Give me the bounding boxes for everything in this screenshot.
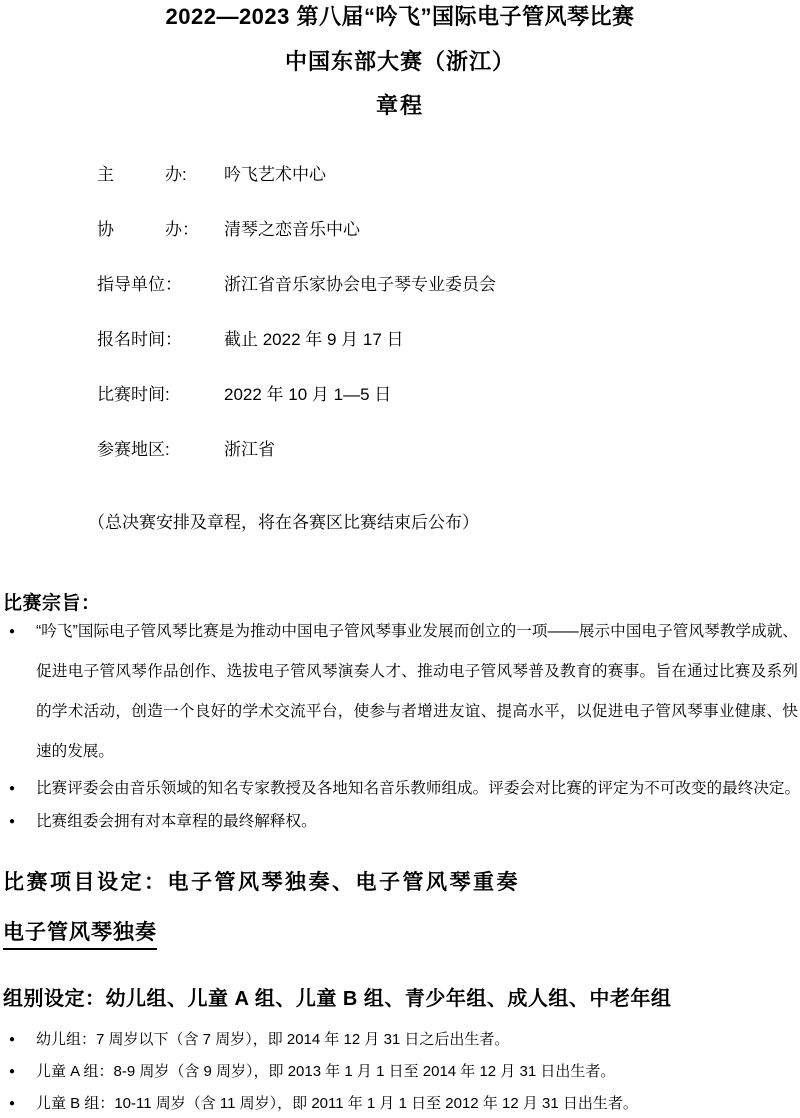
list-item [9, 1088, 798, 1118]
bullet-icon: ● [9, 816, 16, 827]
bullet-icon: ● [9, 783, 16, 794]
info-value-host: 吟飞艺术中心 [224, 165, 326, 184]
info-value-guidance-unit: 浙江省音乐家协会电子琴专业委员会 [224, 275, 496, 294]
info-label-host: 主 办: [97, 165, 187, 184]
section-heading-events: 比赛项目设定：电子管风琴独奏、电子管风琴重奏 [3, 871, 520, 894]
finals-announcement-note: （总决赛安排及章程，将在各赛区比赛结束后公布） [88, 513, 479, 532]
purpose-bullet-list [9, 612, 800, 838]
organizer-info-list [97, 166, 496, 496]
purpose-bullet-text: 比赛评委会由音乐领域的知名专家教授及各地知名音乐教师组成。评委会对比赛的评定为不可改变的最终决定。 [36, 780, 800, 797]
groups-bullet-list [9, 1024, 798, 1118]
info-row-host [97, 166, 496, 184]
purpose-bullet-text: “吟飞”国际电子管风琴比赛是为推动中国电子管风琴事业发展而创立的一项——展示中国电子管风琴教学成就、促进电子管风琴作品创作、选拔电子管风琴演奏人才、推动电子管风琴普及教育的赛事。旨在通过比赛及系列的学术活动，创造一个良好的学术交流平台，使参与者增进友谊、提高水平，以促进电子管风琴事业健康、快速的发展。 [36, 623, 798, 760]
list-item [9, 1024, 798, 1056]
group-bullet-text: 幼儿组：7 周岁以下（含 7 周岁），即 2014 年 12 月 31 日之后出生者。 [36, 1031, 510, 1048]
info-row-registration-deadline [97, 331, 496, 349]
group-bullet-text: 儿童 A 组：8-9 周岁（含 9 周岁），即 2013 年 1 月 1 日至 2014 年 12 月 31 日出生者。 [36, 1063, 616, 1080]
info-row-guidance-unit [97, 276, 496, 294]
section-heading-solo: 电子管风琴独奏 [3, 916, 157, 950]
purpose-bullet-text: 比赛组委会拥有对本章程的最终解释权。 [36, 813, 317, 830]
list-item [9, 772, 800, 805]
info-value-registration-deadline: 截止 2022 年 9 月 17 日 [224, 330, 404, 349]
info-label-guidance-unit: 指导单位： [97, 275, 182, 294]
doc-title-line-2: 中国东部大赛（浙江） [284, 49, 515, 74]
info-row-region [97, 441, 496, 459]
list-item [9, 805, 798, 838]
info-label-competition-date: 比赛时间: [97, 385, 170, 404]
section-heading-groups: 组别设定：幼儿组、儿童 A 组、儿童 B 组、青少年组、成人组、中老年组 [3, 988, 672, 1010]
info-value-competition-date: 2022 年 10 月 1—5 日 [224, 385, 392, 404]
info-label-region: 参赛地区: [97, 440, 170, 459]
bullet-icon: ● [9, 1098, 16, 1109]
list-item [9, 1056, 798, 1088]
section-heading-purpose: 比赛宗旨： [3, 593, 101, 614]
bullet-icon: ● [9, 626, 16, 637]
info-row-co-organizer [97, 221, 496, 239]
bullet-icon: ● [9, 1034, 16, 1045]
list-item [9, 612, 798, 772]
doc-title-line-3: 章程 [375, 93, 424, 118]
group-bullet-text: 儿童 B 组：10-11 周岁（含 11 周岁），即 2011 年 1 月 1 日至 2012 年 12 月 31 日出生者。 [36, 1095, 638, 1112]
info-label-registration-deadline: 报名时间： [97, 330, 182, 349]
info-label-co-organizer: 协 办： [97, 220, 199, 239]
info-value-region: 浙江省 [224, 440, 275, 459]
info-value-co-organizer: 清琴之恋音乐中心 [224, 220, 360, 239]
info-row-competition-date [97, 386, 496, 404]
bullet-icon: ● [9, 1066, 16, 1077]
doc-title-line-1: 2022—2023 第八届“吟飞”国际电子管风琴比赛 [165, 4, 635, 29]
